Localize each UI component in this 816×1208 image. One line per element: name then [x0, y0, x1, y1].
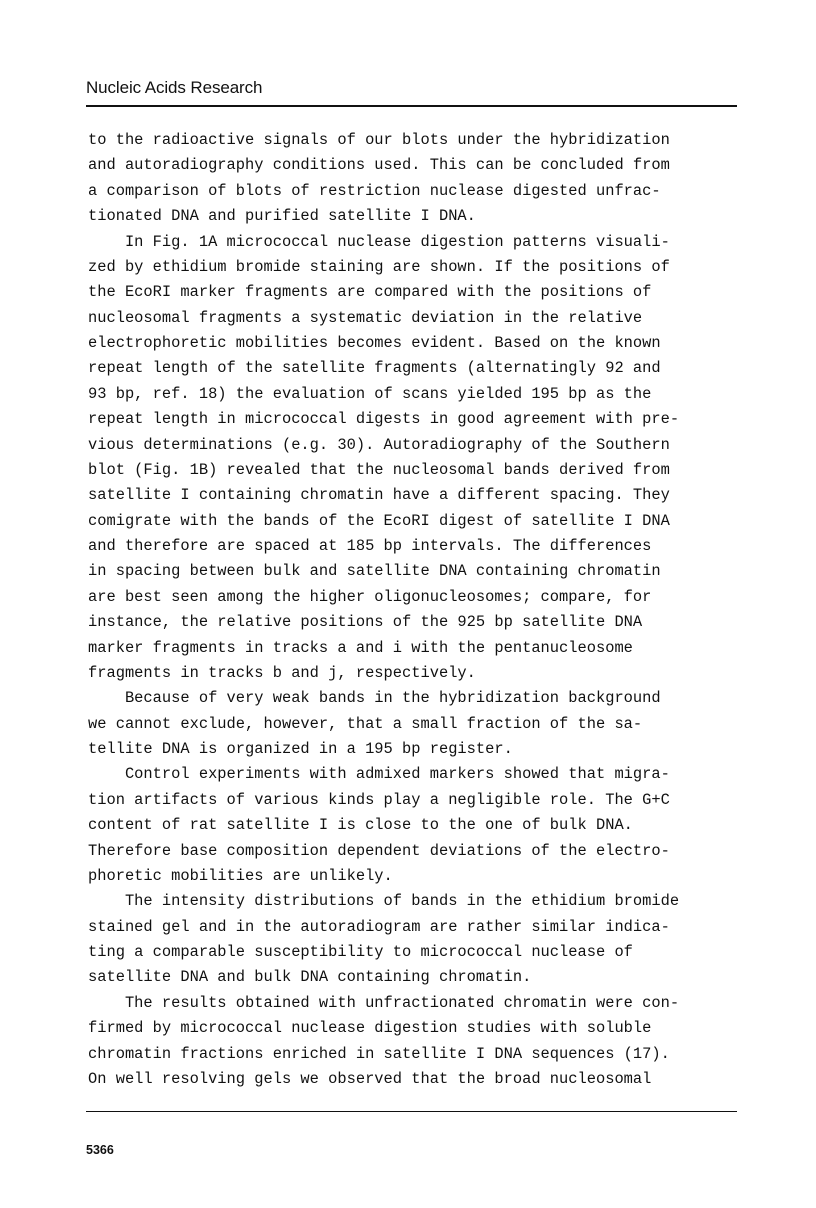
text-line: stained gel and in the autoradiogram are rather similar indica- [88, 917, 670, 936]
text-line: chromatin fractions enriched in satellite I DNA sequences (17). [88, 1044, 670, 1063]
text-line: the EcoRI marker fragments are compared with the positions of [88, 283, 652, 302]
text-line: firmed by micrococcal nuclease digestion studies with soluble [88, 1019, 652, 1038]
journal-title: Nucleic Acids Research [86, 78, 263, 97]
text-line: repeat length of the satellite fragments (alternatingly 92 and [88, 359, 661, 378]
text-line: tionated DNA and purified satellite I DNA. [88, 207, 476, 226]
text-line: Therefore base composition dependent deviations of the electro- [88, 841, 670, 860]
text-line: repeat length in micrococcal digests in good agreement with pre- [88, 410, 680, 429]
header-rule [86, 105, 737, 107]
text-line: blot (Fig. 1B) revealed that the nucleosomal bands derived from [88, 460, 670, 479]
text-line: 93 bp, ref. 18) the evaluation of scans yielded 195 bp as the [88, 384, 652, 403]
text-line: satellite DNA and bulk DNA containing chromatin. [88, 968, 532, 987]
text-line: we cannot exclude, however, that a small fraction of the sa- [88, 714, 643, 733]
text-line: tellite DNA is organized in a 195 bp register. [88, 740, 513, 758]
text-line: comigrate with the bands of the EcoRI digest of satellite I DNA [88, 511, 670, 530]
footer-rule [86, 1111, 737, 1112]
text-line: ting a comparable susceptibility to micrococcal nuclease of [88, 943, 633, 961]
text-line: are best seen among the higher oligonucleosomes; compare, for [88, 587, 652, 606]
text-line: phoretic mobilities are unlikely. [88, 866, 393, 885]
text-line: The intensity distributions of bands in the ethidium bromide [88, 892, 680, 911]
text-line: and autoradiography conditions used. This can be concluded from [88, 156, 670, 175]
text-line: electrophoretic mobilities becomes evident. Based on the known [88, 334, 661, 352]
text-line: marker fragments in tracks a and i with the pentanucleosome [88, 638, 633, 657]
text-line: nucleosomal fragments a systematic deviation in the relative [88, 308, 643, 327]
text-line: a comparison of blots of restriction nuclease digested unfrac- [88, 181, 661, 200]
text-line: satellite I containing chromatin have a different spacing. They [88, 486, 670, 505]
text-line: Because of very weak bands in the hybridization background [88, 689, 661, 708]
text-line: The results obtained with unfractionated chromatin were con- [88, 993, 680, 1012]
text-line: vious determinations (e.g. 30). Autoradiography of the Southern [88, 435, 670, 454]
text-line: tion artifacts of various kinds play a negligible role. The G+C [88, 790, 670, 809]
text-line: zed by ethidium bromide staining are shown. If the positions of [88, 257, 670, 276]
body-text [88, 128, 738, 1092]
text-line: instance, the relative positions of the 925 bp satellite DNA [88, 613, 643, 632]
text-line: In Fig. 1A micrococcal nuclease digestion patterns visuali- [88, 232, 670, 251]
text-line: fragments in tracks b and j, respectively. [88, 663, 476, 682]
text-line: to the radioactive signals of our blots under the hybridization [88, 131, 670, 149]
page-number: 5366 [86, 1143, 114, 1157]
text-line: and therefore are spaced at 185 bp intervals. The differences [88, 537, 652, 555]
text-line: On well resolving gels we observed that the broad nucleosomal [88, 1069, 652, 1088]
text-line: in spacing between bulk and satellite DNA containing chromatin [88, 562, 661, 581]
text-line: Control experiments with admixed markers showed that migra- [88, 765, 670, 784]
text-line: content of rat satellite I is close to the one of bulk DNA. [88, 816, 633, 835]
